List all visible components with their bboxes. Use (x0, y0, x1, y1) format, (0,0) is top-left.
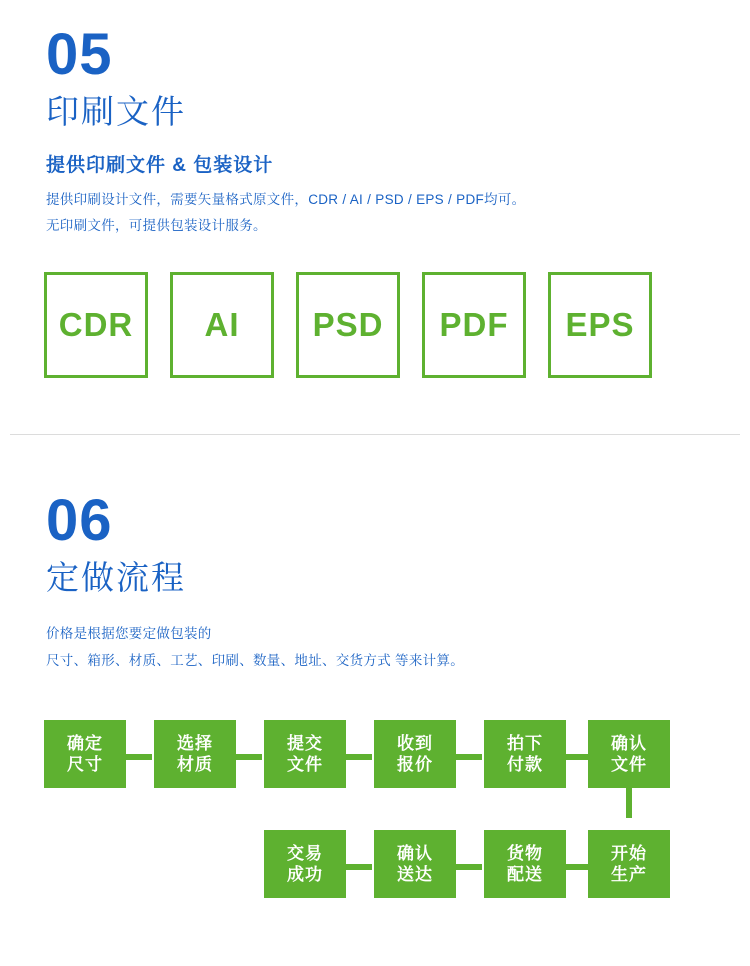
flow-node-submit-file (264, 720, 346, 788)
flow-node-line2: 成功 (287, 865, 323, 884)
format-label-pdf: PDF (439, 306, 509, 343)
section-05-description (46, 187, 525, 240)
section-06-number: 06 (46, 488, 113, 553)
section-05-desc-line-1: 提供印刷设计文件，需要矢量格式原文件，CDR / AI / PSD / EPS / PDF均可。 (46, 191, 526, 207)
flow-connector-vertical (626, 788, 632, 818)
flow-node-line1: 收到 (397, 733, 433, 753)
flow-node-line1: 提交 (287, 733, 323, 753)
flow-node-line2: 生产 (611, 865, 647, 884)
format-box-pdf (422, 272, 526, 378)
flow-connector-r2-1 (346, 864, 372, 870)
format-box-ai (170, 272, 274, 378)
flow-node-line2: 文件 (611, 755, 647, 774)
format-label-ai: AI (204, 306, 240, 343)
section-06-desc-line-1: 价格是根据您要定做包装的 (46, 625, 212, 641)
section-05-title: 印刷文件 (46, 93, 186, 130)
flow-node-line1: 确定 (67, 733, 103, 753)
format-box-eps (548, 272, 652, 378)
flow-connector-r1-3 (346, 754, 372, 760)
flow-node-goods-shipping (484, 830, 566, 898)
flow-node-line1: 确认 (611, 733, 647, 753)
section-divider (10, 434, 740, 435)
file-format-list (44, 272, 652, 378)
flow-node-line2: 付款 (507, 755, 543, 774)
section-05-subtitle: 提供印刷文件 & 包装设计 (46, 154, 274, 176)
flow-node-line2: 报价 (397, 755, 433, 774)
process-flow-chart (0, 706, 750, 936)
flow-node-line1: 确认 (397, 843, 433, 863)
format-box-psd (296, 272, 400, 378)
flow-node-line2: 送达 (397, 865, 433, 884)
flow-connector-r1-2 (236, 754, 262, 760)
flow-node-line2: 尺寸 (67, 755, 103, 774)
format-box-cdr (44, 272, 148, 378)
flow-node-line2: 配送 (507, 865, 543, 884)
flow-node-line1: 开始 (611, 843, 647, 863)
flow-node-transaction-success (264, 830, 346, 898)
flow-node-confirm-size (44, 720, 126, 788)
format-label-eps: EPS (565, 306, 635, 343)
flow-node-place-order-payment (484, 720, 566, 788)
flow-node-line1: 货物 (507, 843, 543, 863)
flow-node-line1: 拍下 (507, 733, 543, 753)
section-06-description (46, 620, 464, 674)
section-06-header (46, 488, 465, 674)
section-05-number: 05 (46, 22, 113, 87)
flow-node-line1: 选择 (177, 733, 213, 753)
flow-node-line2: 文件 (287, 755, 323, 774)
flow-connector-r1-1 (126, 754, 152, 760)
section-06-title: 定做流程 (46, 559, 186, 596)
flow-node-receive-quote (374, 720, 456, 788)
section-05-desc-line-2: 无印刷文件，可提供包装设计服务。 (46, 217, 267, 233)
flow-node-confirm-delivery (374, 830, 456, 898)
flow-connector-r2-2 (456, 864, 482, 870)
format-label-psd: PSD (312, 306, 384, 343)
flow-connector-r1-4 (456, 754, 482, 760)
flow-node-confirm-file (588, 720, 670, 788)
section-06-desc-line-2: 尺寸、箱形、材质、工艺、印刷、数量、地址、交货方式 等来计算。 (46, 652, 465, 668)
format-label-cdr: CDR (58, 306, 134, 343)
flow-node-line1: 交易 (287, 843, 323, 863)
flow-node-line2: 材质 (177, 755, 213, 774)
flow-node-select-material (154, 720, 236, 788)
section-05-header (46, 22, 526, 239)
flow-node-start-production (588, 830, 670, 898)
